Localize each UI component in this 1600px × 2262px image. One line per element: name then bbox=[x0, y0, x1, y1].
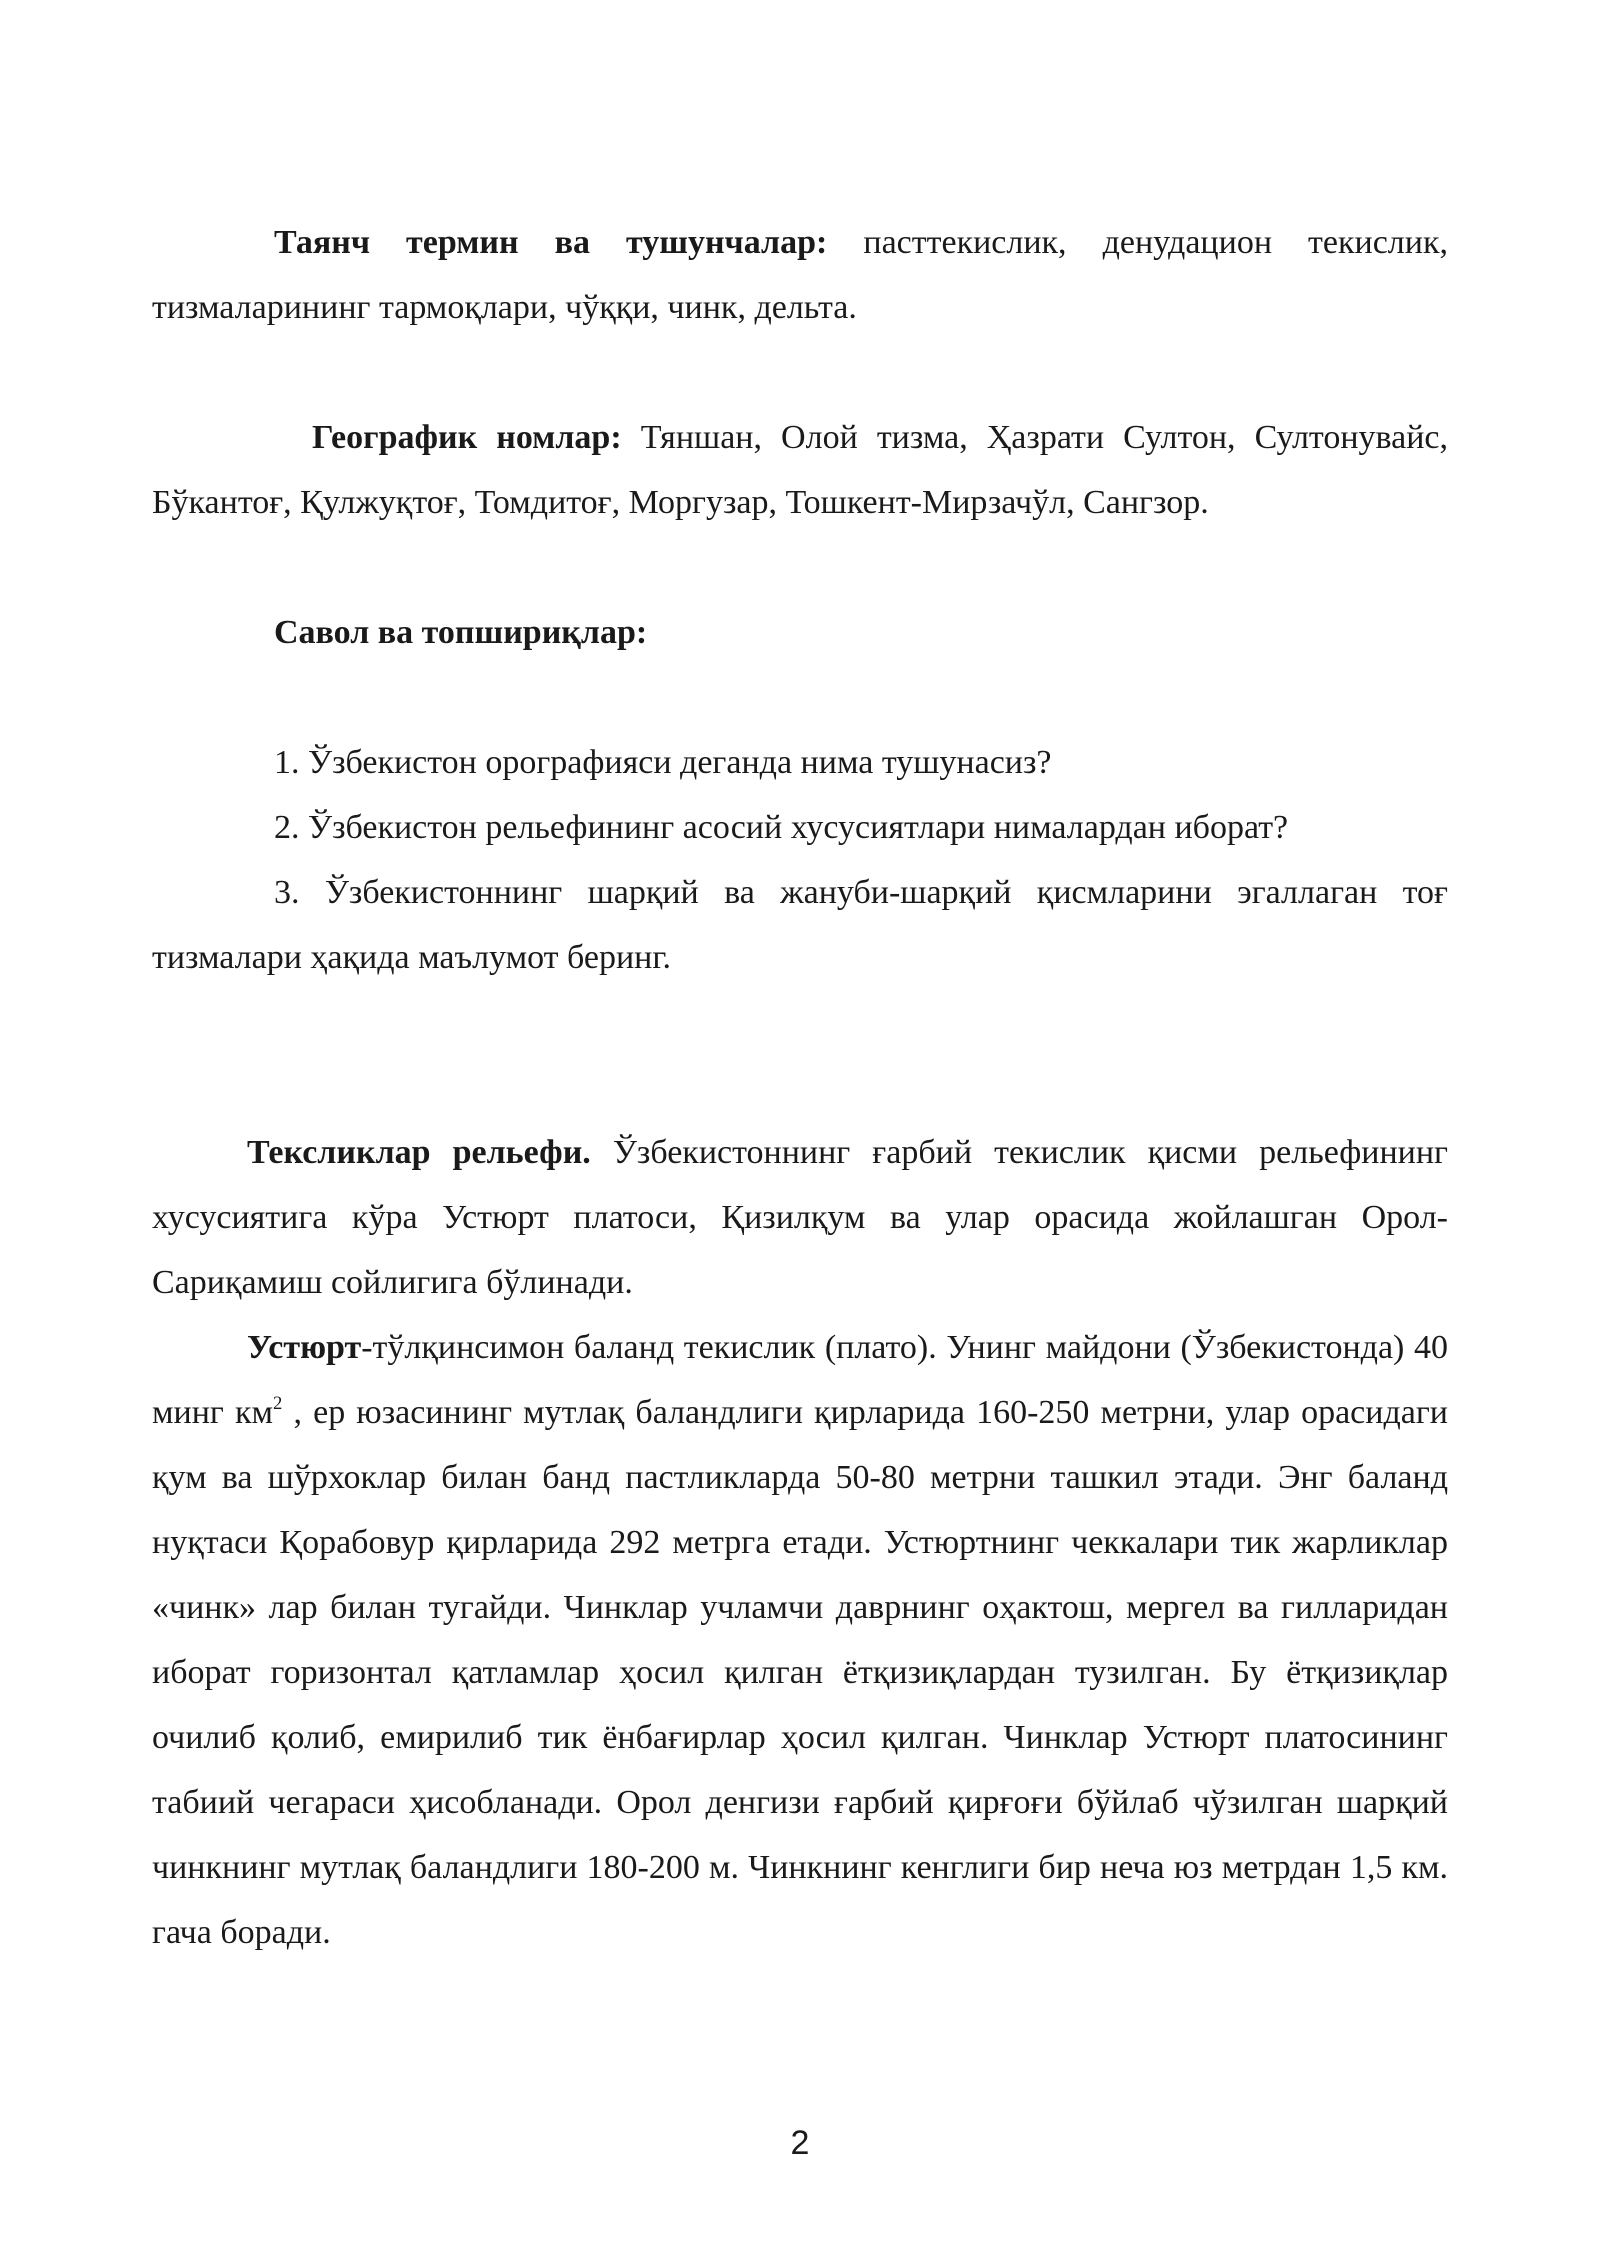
ustyurt-paragraph bbox=[152, 1315, 1448, 1965]
question-item-3: 3. Ўзбекистоннинг шарқий ва жануби-шарқий қисмларини эгаллаган тоғ тизмалари ҳақида маълумот беринг. bbox=[152, 874, 1448, 976]
relief-paragraph bbox=[152, 1120, 1448, 1315]
spacer bbox=[152, 665, 1448, 730]
key-terms-paragraph bbox=[152, 210, 1448, 340]
key-terms-text: пасттекислик, денудацион текислик, тизмаларининг тармоқлари, чўққи, чинк, дельта. bbox=[152, 224, 1448, 326]
geo-names-paragraph bbox=[152, 405, 1448, 535]
page-body bbox=[152, 210, 1448, 1965]
spacer bbox=[152, 990, 1448, 1120]
questions-heading-text: Савол ва топшириқлар: bbox=[274, 614, 648, 651]
relief-title: Тексликлар рельефи. bbox=[247, 1134, 591, 1171]
questions-list bbox=[152, 730, 1448, 990]
ustyurt-text-part-2: , ер юзасининг мутлақ баландлиги қирларида 160-250 метрни, улар орасидаги қум ва шўрхоклар билан банд пастликларда 50-80 метрни ташкил этади. Энг баланд нуқтаси Қорабовур қирларида 292 метрга етади. Устюртнинг чеккалари тик жарликлар «чинк» лар билан тугайди. Чинклар учламчи даврнинг оҳактош, мергел ва гилларидан иборат горизонтал қатламлар ҳосил қилган ётқизиқлардан тузилган. Бу ётқизиқлар очилиб қолиб, емирилиб тик ёнбағирлар ҳосил қилган. Чинклар Устюрт платосининг табиий чегараси ҳисобланади. Орол денгизи ғарбий қирғоғи бўйлаб чўзилган шарқий чинкнинг мутлақ баландлиги 180-200 м. Чинкнинг кенглиги бир неча юз метрдан 1,5 км. гача боради. bbox=[152, 1394, 1449, 1951]
page-number: 2 bbox=[790, 2124, 810, 2162]
ustyurt-text-part-1: -тўлқинсимон баланд текислик (плато). Унинг майдони (Ўзбекистонда) 40 минг км bbox=[152, 1329, 1448, 1431]
key-terms-label: Таянч термин ва тушунчалар: bbox=[274, 224, 828, 261]
questions-heading bbox=[152, 600, 1448, 665]
ustyurt-term: Устюрт bbox=[247, 1329, 362, 1366]
question-item-2: 2. Ўзбекистон рельефининг асосий хусусиятлари нималардан иборат? bbox=[274, 809, 1289, 846]
relief-intro-text: Ўзбекистоннинг ғарбий текислик қисми рельефининг хусусиятига кўра Устюрт платоси, Қизилқум ва улар орасида жойлашган Орол-Сариқамиш сойлигига бўлинади. bbox=[152, 1134, 1448, 1301]
area-unit-superscript: 2 bbox=[273, 1392, 283, 1414]
spacer bbox=[152, 535, 1448, 600]
geo-names-label: Географик номлар: bbox=[312, 419, 622, 456]
spacer bbox=[152, 340, 1448, 405]
question-item-1: 1. Ўзбекистон орографияси деганда нима тушунасиз? bbox=[274, 744, 1052, 781]
geo-names-text: Тяншан, Олой тизма, Ҳазрати Султон, Султонувайс, Бўкантоғ, Қулжуқтоғ, Томдитоғ, Моргузар, Тошкент-Мирзачўл, Сангзор. bbox=[152, 419, 1448, 521]
